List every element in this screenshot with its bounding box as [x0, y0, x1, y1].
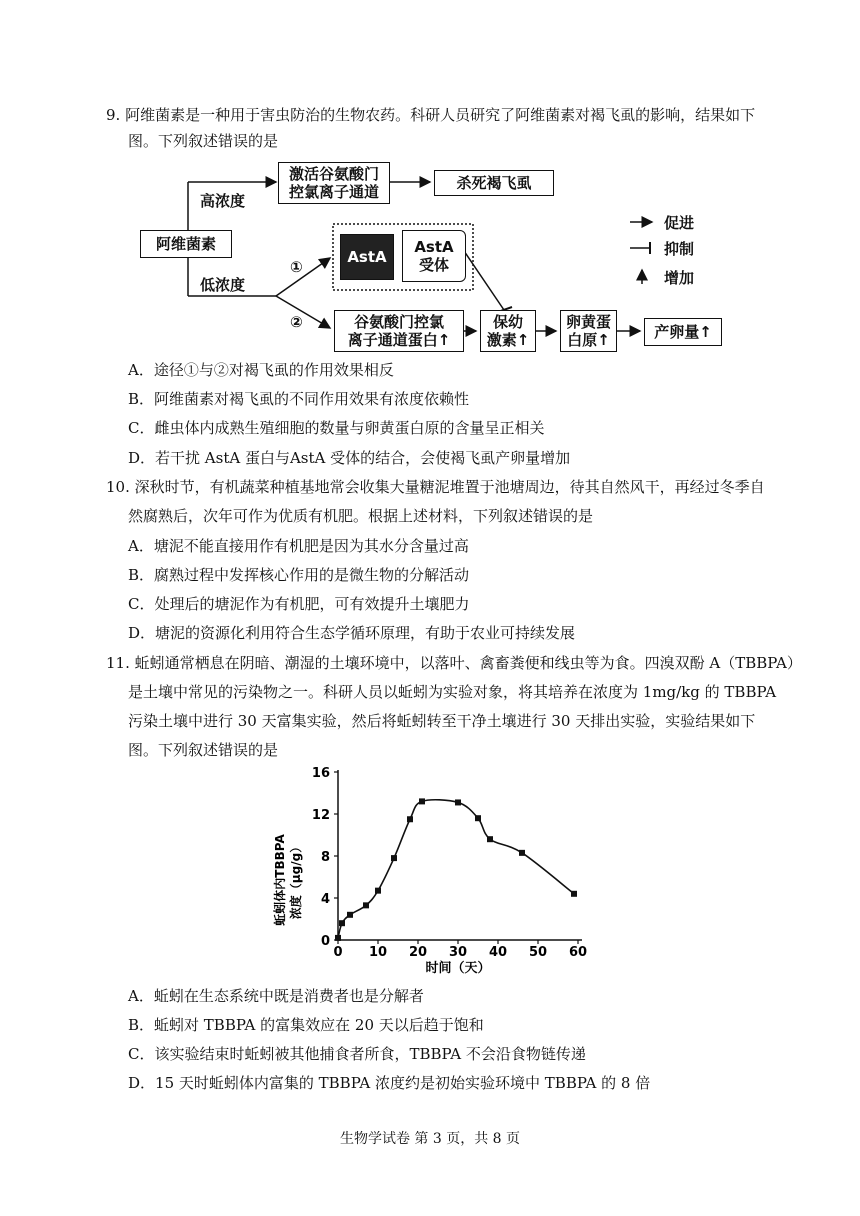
- chloride-channel-line2: 控氯离子通道: [288, 183, 379, 201]
- y-tick-label: 16: [311, 766, 330, 781]
- q11-stem-line1: 11. 蚯蚓通常栖息在阴暗、潮湿的土壤环境中，以落叶、禽畜粪便和线虫等为食。四溴双酚 A（TBBPA）: [106, 654, 802, 672]
- x-tick-label: 60: [568, 945, 588, 960]
- q9-pathway-diagram: [140, 150, 740, 360]
- data-point: [487, 836, 493, 842]
- x-tick-label: 40: [488, 945, 508, 960]
- chloride-channel-line1: 激活谷氨酸门: [288, 165, 379, 183]
- q9-option-a: A．途径①与②对褐飞虱的作用效果相反: [128, 361, 394, 379]
- x-axis-label: 时间（天）: [425, 961, 491, 976]
- q9-option-b: B．阿维菌素对褐飞虱的不同作用效果有浓度依赖性: [128, 390, 470, 408]
- juvenile-hormone-line2: 激素↑: [486, 331, 530, 349]
- y-tick-label: 8: [320, 850, 330, 865]
- data-point: [455, 799, 461, 805]
- q11-stem-line2: 是土壤中常见的污染物之一。科研人员以蚯蚓为实验对象，将其培养在浓度为 1mg/kg 的 TBBPA: [128, 683, 777, 701]
- low-concentration-label: 低浓度: [200, 276, 246, 294]
- abamectin-box: [140, 230, 232, 258]
- egg-production-label: 产卵量↑: [654, 323, 712, 341]
- channel-protein-line1: 谷氨酸门控氯: [353, 313, 444, 331]
- vitellogenin-line2: 白原↑: [567, 331, 610, 349]
- legend-increase-label: 增加: [664, 269, 695, 287]
- data-point: [375, 888, 381, 894]
- x-tick-label: 30: [448, 945, 468, 960]
- y-tick-label: 12: [311, 808, 330, 823]
- data-point: [571, 891, 577, 897]
- data-point: [339, 920, 345, 926]
- juvenile-hormone-line1: 保幼: [492, 313, 523, 331]
- channel-protein-line2: 离子通道蛋白↑: [347, 331, 451, 349]
- data-point: [475, 815, 481, 821]
- q11-option-b: B．蚯蚓对 TBBPA 的富集效应在 20 天以后趋于饱和: [128, 1016, 484, 1034]
- high-concentration-label: 高浓度: [200, 192, 246, 210]
- juvenile-hormone-box: [480, 310, 536, 352]
- x-tick-label: 50: [528, 945, 548, 960]
- vitellogenin-line1: 卵黄蛋: [565, 313, 611, 331]
- q11-stem-line3: 污染土壤中进行 30 天富集实验，然后将蚯蚓转至干净土壤进行 30 天排出实验，实验结果如下: [128, 712, 756, 730]
- series-line: [338, 800, 574, 938]
- q10-option-d: D．塘泥的资源化利用符合生态学循环原理，有助于农业可持续发展: [128, 624, 576, 642]
- abamectin-label: 阿维菌素: [155, 235, 216, 253]
- data-point: [391, 855, 397, 861]
- y-axis-label-line1: 蚯蚓体内TBBPA: [273, 834, 287, 926]
- path-1-label: ①: [290, 258, 303, 276]
- q9-option-d: D．若干扰 AstA 蛋白与AstA 受体的结合，会使褐飞虱产卵量增加: [128, 449, 571, 467]
- asta-receptor-box: [402, 230, 466, 282]
- path-2-label: ②: [290, 313, 303, 331]
- q11-option-a: A．蚯蚓在生态系统中既是消费者也是分解者: [128, 987, 424, 1005]
- chart-svg: [270, 760, 610, 980]
- q9-option-c: C．雌虫体内成熟生殖细胞的数量与卵黄蛋白原的含量呈正相关: [128, 419, 545, 437]
- legend-inhibit-label: 抑制: [664, 240, 695, 258]
- data-point: [407, 816, 413, 822]
- data-point: [519, 850, 525, 856]
- q10-option-b: B．腐熟过程中发挥核心作用的是微生物的分解活动: [128, 566, 470, 584]
- vitellogenin-box: [560, 310, 617, 352]
- asta-receptor-line2: 受体: [418, 256, 449, 274]
- q9-stem-line2: 图。下列叙述错误的是: [128, 132, 279, 150]
- asta-protein-shape: [340, 234, 394, 280]
- q11-stem-line4: 图。下列叙述错误的是: [128, 741, 279, 759]
- data-point: [347, 912, 353, 918]
- page-footer: 生物学试卷 第 3 页，共 8 页: [339, 1131, 521, 1147]
- tbbpa-concentration-chart: [270, 760, 610, 980]
- asta-receptor-line1: AstA: [414, 238, 454, 256]
- q10-option-a: A．塘泥不能直接用作有机肥是因为其水分含量过高: [128, 537, 469, 555]
- chloride-channel-activation-box: [278, 162, 390, 204]
- q10-stem-line1: 10. 深秋时节，有机蔬菜种植基地常会收集大量糖泥堆置于池塘周边，待其自然风干，再经过冬季自: [106, 478, 765, 496]
- kill-planthopper-box: [434, 170, 554, 196]
- y-axis-label-line2: 浓度（μg/g）: [289, 840, 303, 920]
- y-tick-label: 4: [320, 892, 330, 907]
- q10-option-c: C．处理后的塘泥作为有机肥，可有效提升土壤肥力: [128, 595, 470, 613]
- legend-promote-label: 促进: [664, 214, 695, 232]
- data-point: [335, 935, 341, 941]
- x-tick-label: 10: [368, 945, 388, 960]
- x-tick-label: 0: [333, 945, 343, 960]
- q9-stem-line1: 9. 阿维菌素是一种用于害虫防治的生物农药。科研人员研究了阿维菌素对褐飞虱的影响，结果如下: [106, 106, 756, 124]
- data-point: [363, 902, 369, 908]
- q11-option-c: C．该实验结束时蚯蚓被其他捕食者所食，TBBPA 不会沿食物链传递: [128, 1045, 586, 1063]
- y-tick-label: 0: [320, 934, 330, 949]
- q11-option-d: D．15 天时蚯蚓体内富集的 TBBPA 浓度约是初始实验环境中 TBBPA 的 8 倍: [128, 1074, 651, 1092]
- q10-stem-line2: 然腐熟后，次年可作为优质有机肥。根据上述材料，下列叙述错误的是: [128, 507, 594, 525]
- asta-protein-label: AstA: [347, 248, 387, 266]
- data-point: [419, 798, 425, 804]
- channel-protein-box: [334, 310, 464, 352]
- x-tick-label: 20: [408, 945, 428, 960]
- kill-label: 杀死褐飞虱: [456, 174, 532, 192]
- egg-production-box: [644, 318, 722, 346]
